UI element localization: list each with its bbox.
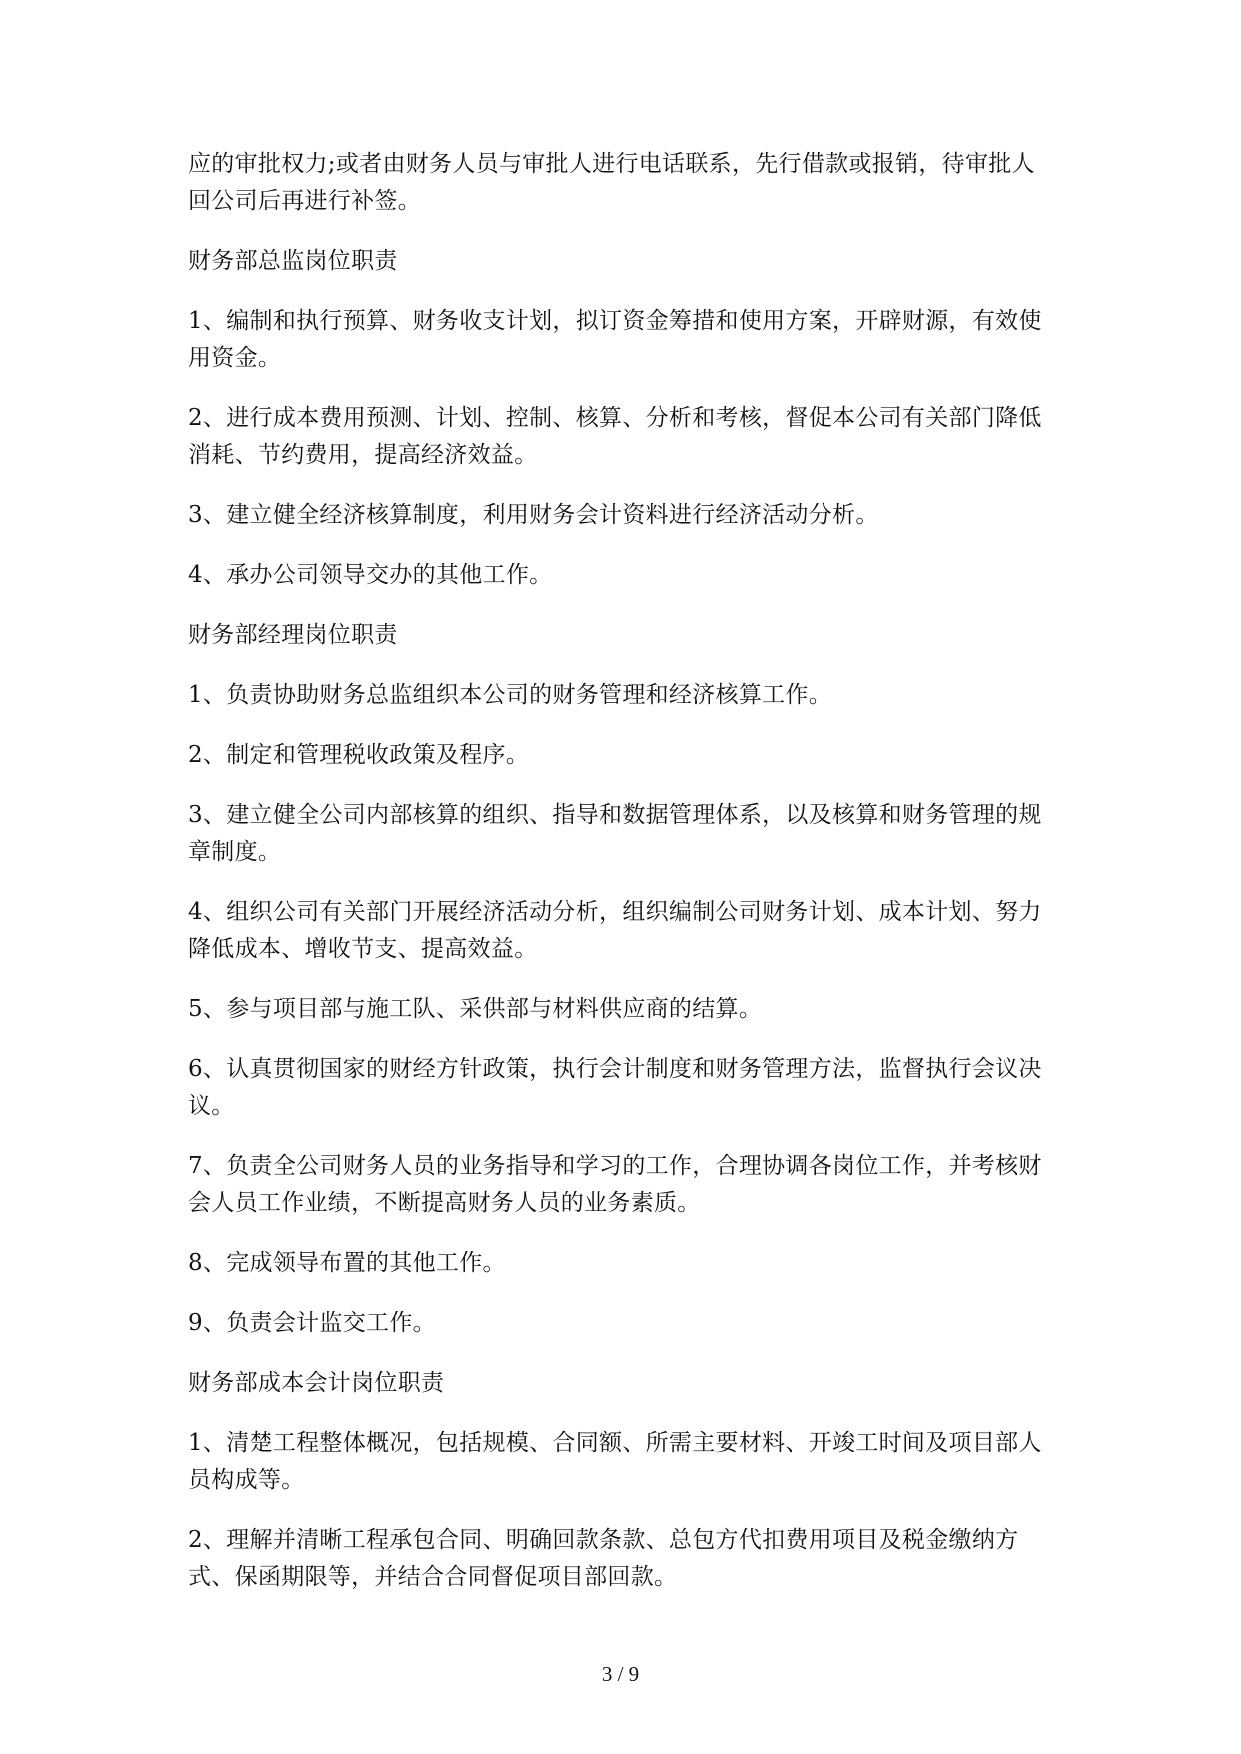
- section-heading-finance-manager: 财务部经理岗位职责: [188, 622, 398, 648]
- list-item: 5、参与项目部与施工队、采供部与材料供应商的结算。: [188, 996, 763, 1022]
- list-item: 9、负责会计监交工作。: [188, 1310, 436, 1336]
- list-item: 2、理解并清晰工程承包合同、明确回款条款、总包方代扣费用项目及税金缴纳方式、保函期限等，并结合合同督促项目部回款。: [188, 1527, 1019, 1590]
- list-item: 2、制定和管理税收政策及程序。: [188, 742, 530, 768]
- list-item: 1、编制和执行预算、财务收支计划，拟订资金筹措和使用方案，开辟财源，有效使用资金。: [188, 308, 1042, 371]
- list-item: 4、承办公司领导交办的其他工作。: [188, 562, 553, 588]
- list-item: 1、清楚工程整体概况，包括规模、合同额、所需主要材料、开竣工时间及项目部人员构成等。: [188, 1430, 1042, 1493]
- section-heading-finance-director: 财务部总监岗位职责: [188, 248, 398, 274]
- document-body: [188, 146, 1058, 1596]
- list-item: 8、完成领导布置的其他工作。: [188, 1250, 506, 1276]
- list-item: 3、建立健全经济核算制度，利用财务会计资料进行经济活动分析。: [188, 502, 879, 528]
- list-item: 6、认真贯彻国家的财经方针政策，执行会计制度和财务管理方法，监督执行会议决议。: [188, 1056, 1042, 1119]
- page-number: 3 / 9: [601, 1662, 640, 1686]
- list-item: 7、负责全公司财务人员的业务指导和学习的工作，合理协调各岗位工作，并考核财会人员工作业绩，不断提高财务人员的业务素质。: [188, 1153, 1042, 1216]
- list-item: 4、组织公司有关部门开展经济活动分析，组织编制公司财务计划、成本计划、努力降低成本、增收节支、提高效益。: [188, 899, 1042, 962]
- paragraph-approval-continuation: 应的审批权力;或者由财务人员与审批人进行电话联系，先行借款或报销，待审批人回公司后再进行补签。: [188, 151, 1035, 214]
- list-item: 3、建立健全公司内部核算的组织、指导和数据管理体系，以及核算和财务管理的规章制度。: [188, 802, 1042, 865]
- section-heading-cost-accountant: 财务部成本会计岗位职责: [188, 1370, 445, 1396]
- list-item: 2、进行成本费用预测、计划、控制、核算、分析和考核，督促本公司有关部门降低消耗、节约费用，提高经济效益。: [188, 405, 1042, 468]
- list-item: 1、负责协助财务总监组织本公司的财务管理和经济核算工作。: [188, 682, 833, 708]
